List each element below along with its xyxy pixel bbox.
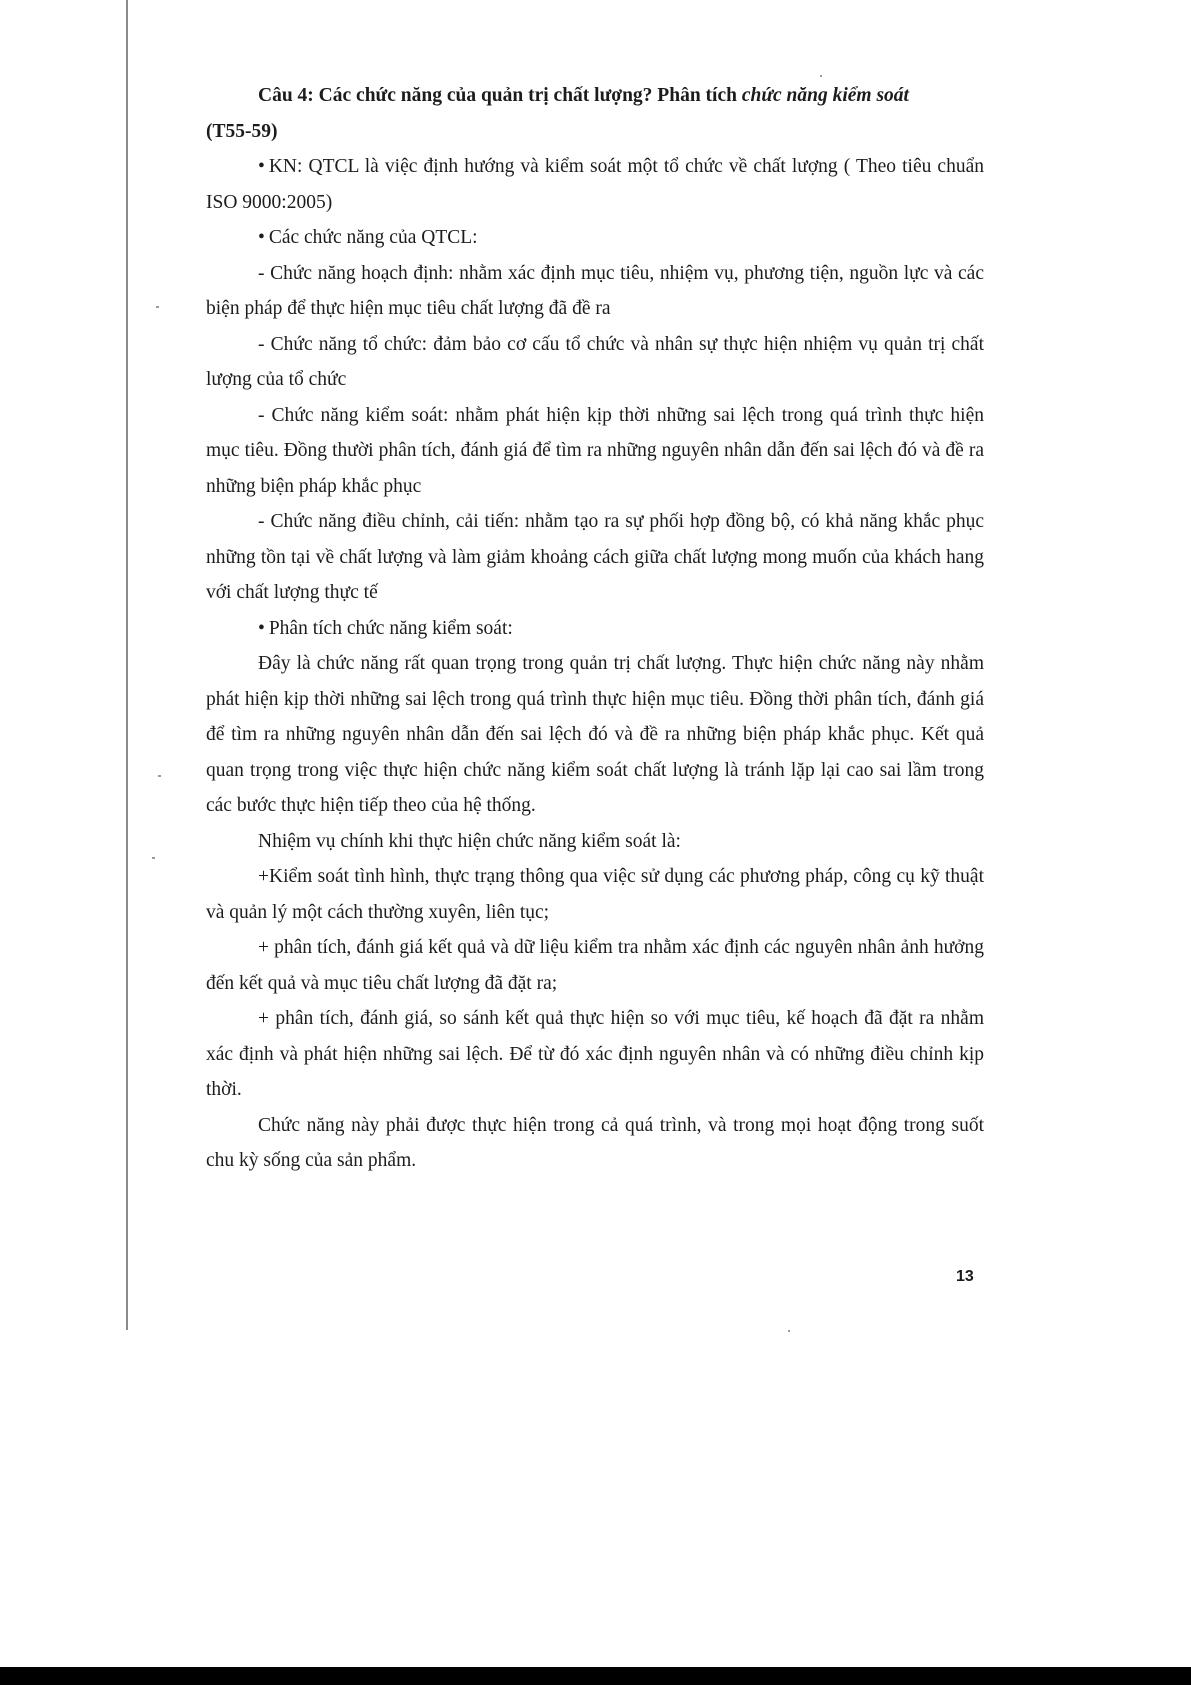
scan-speck	[158, 775, 161, 777]
scan-speck	[788, 1330, 790, 1332]
document-body	[206, 78, 984, 1179]
closing-paragraph: Chức năng này phải được thực hiện trong cả quá trình, và trong mọi hoạt động trong suốt chu kỳ sống của sản phẩm.	[206, 1114, 984, 1171]
scan-bottom-border	[0, 1667, 1191, 1685]
tasks-heading: Nhiệm vụ chính khi thực hiện chức năng kiểm soát là:	[258, 830, 681, 852]
analysis-heading: • Phân tích chức năng kiểm soát:	[206, 611, 984, 647]
task-item: +Kiểm soát tình hình, thực trạng thông qua việc sử dụng các phương pháp, công cụ kỹ thuật và quản lý một cách thường xuyên, liên tục;	[206, 866, 984, 923]
function-item-adjusting: - Chức năng điều chỉnh, cải tiến: nhằm tạo ra sự phối hợp đồng bộ, có khả năng khắc phục những tồn tại về chất lượng và làm giảm khoảng cách giữa chất lượng mong muốn của khách hang với chất lượng thực tế	[206, 511, 984, 603]
page-number: 13	[956, 1268, 974, 1285]
page-margin-line	[126, 0, 128, 1330]
question-title	[206, 78, 984, 114]
question-title-main: Câu 4: Các chức năng của quản trị chất lượng? Phân tích	[258, 85, 742, 106]
task-item: + phân tích, đánh giá kết quả và dữ liệu kiểm tra nhằm xác định các nguyên nhân ảnh hưởng đến kết quả và mục tiêu chất lượng đã đặt ra;	[206, 937, 984, 994]
scan-speck	[152, 857, 155, 859]
task-item: + phân tích, đánh giá, so sánh kết quả thực hiện so với mục tiêu, kế hoạch đã đặt ra nhằm xác định và phát hiện những sai lệch. Để từ đó xác định nguyên nhân và có những điều chỉnh kịp thời.	[206, 1008, 984, 1100]
function-item-planning: - Chức năng hoạch định: nhằm xác định mục tiêu, nhiệm vụ, phương tiện, nguồn lực và các biện pháp để thực hiện mục tiêu chất lượng đã đề ra	[206, 262, 984, 319]
functions-heading: • Các chức năng của QTCL:	[206, 220, 984, 256]
scan-speck	[156, 306, 159, 308]
function-item-controlling: - Chức năng kiểm soát: nhằm phát hiện kịp thời những sai lệch trong quá trình thực hiện mục tiêu. Đồng thười phân tích, đánh giá để tìm ra những nguyên nhân dẫn đến sai lệch đó và đề ra những biện pháp khắc phục	[206, 404, 984, 497]
question-page-reference: (T55-59)	[206, 120, 278, 142]
definition-paragraph: • KN: QTCL là việc định hướng và kiểm soát một tổ chức về chất lượng ( Theo tiêu chuẩn ISO 9000:2005)	[206, 149, 984, 220]
analysis-paragraph: Đây là chức năng rất quan trọng trong quản trị chất lượng. Thực hiện chức năng này nhằm phát hiện kịp thời những sai lệch trong quá trình thực hiện mục tiêu. Đồng thời phân tích, đánh giá để tìm ra những nguyên nhân dẫn đến sai lệch đó và đề ra những biện pháp khắc phục. Kết quả quan trọng trong việc thực hiện chức năng kiểm soát chất lượng là tránh lặp lại cao sai lầm trong các bước thực hiện tiếp theo của hệ thống.	[206, 653, 984, 816]
scan-speck	[820, 75, 822, 77]
function-item-organizing: - Chức năng tổ chức: đảm bảo cơ cấu tổ chức và nhân sự thực hiện nhiệm vụ quản trị chất lượng của tổ chức	[206, 333, 984, 390]
question-title-emphasis: chức năng kiểm soát	[741, 85, 909, 106]
